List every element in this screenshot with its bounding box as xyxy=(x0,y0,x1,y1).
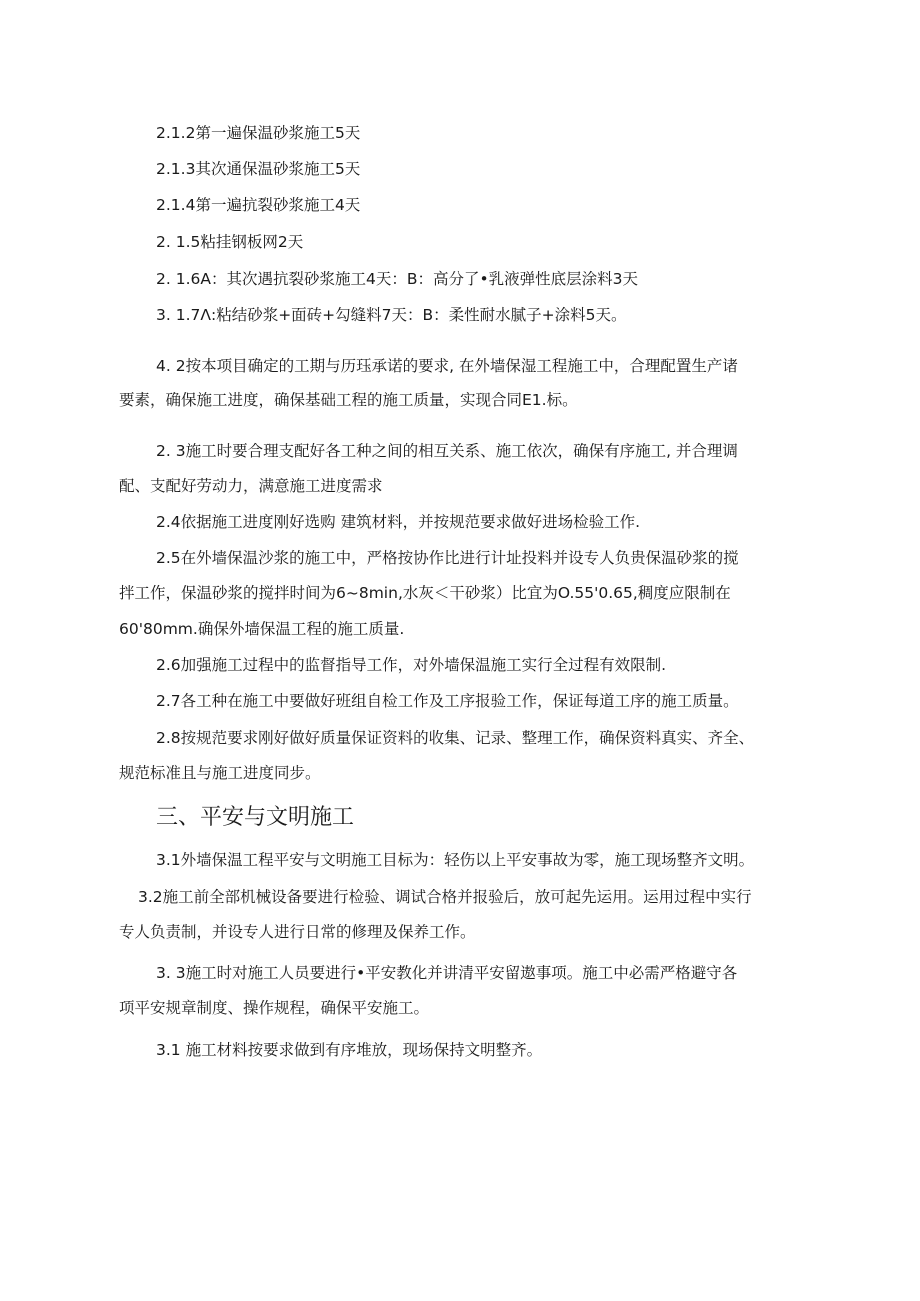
paragraph-2-2-line1: 4. 2按本项目确定的工期与历珏承诺的要求, 在外墙保湿工程施工中，合理配置生产诸 xyxy=(156,357,738,375)
paragraph-3-2-line1: 3.2施工前全部机械设备要进行检验、调试合格并报验后，放可起先运用。运用过程中实行 xyxy=(138,888,752,906)
line-2-1-7: 3. 1.7Λ:粘结砂浆+面砖+勾缝料7天：B：柔性耐水腻子+涂料5天。 xyxy=(156,306,627,324)
line-2-1-5: 2. 1.5粘挂钢板网2天 xyxy=(156,233,304,251)
section-heading: 三、平安与文明施工 xyxy=(156,805,355,830)
line-2-1-3: 2.1.3其次通保温砂浆施工5天 xyxy=(156,160,361,178)
paragraph-2-7: 2.7各工种在施工中要做好班组自检工作及工序报验工作，保证每道工序的施工质量。 xyxy=(156,692,739,710)
paragraph-3-1: 3.1外墙保温工程平安与文明施工目标为：轻伤以上平安事故为零，施工现场整齐文明。 xyxy=(156,851,755,869)
paragraph-3-2-line2: 专人负责制，并设专人进行日常的修理及保养工作。 xyxy=(119,923,476,941)
paragraph-2-4: 2.4依据施工进度刚好选购 建筑材料，并按规范要求做好进场检验工作. xyxy=(156,513,641,531)
paragraph-2-5-line3: 60'80mm.确保外墙保温工程的施工质量. xyxy=(119,620,405,638)
paragraph-2-3-line1: 2. 3施工时要合理支配好各工种之间的相互关系、施工依次，确保有序施工, 并合理调 xyxy=(156,442,738,460)
paragraph-2-8-line1: 2.8按规范要求刚好做好质量保证资料的收集、记录、整理工作，确保资料真实、齐全、 xyxy=(156,729,755,747)
paragraph-2-8-line2: 规范标准且与施工进度同步。 xyxy=(119,764,321,782)
paragraph-2-2-line2: 要素，确保施工进度，确保基础工程的施工质量，实现合同E1.标。 xyxy=(119,391,578,409)
paragraph-3-3-line2: 项平安规章制度、操作规程，确保平安施工。 xyxy=(119,999,430,1017)
line-2-1-4: 2.1.4第一遍抗裂砂浆施工4天 xyxy=(156,196,361,214)
line-2-1-2: 2.1.2第一遍保温砂浆施工5天 xyxy=(156,124,361,142)
paragraph-2-6: 2.6加强施工过程中的监督指导工作，对外墙保温施工实行全过程有效限制. xyxy=(156,656,667,674)
paragraph-2-5-line2: 拌工作，保温砂浆的搅拌时间为6~8min,水灰＜干砂浆）比宜为O.55'0.65,稠度应限制在 xyxy=(119,584,731,602)
paragraph-2-3-line2: 配、支配好劳动力，满意施工进度需求 xyxy=(119,477,383,495)
paragraph-2-5-line1: 2.5在外墙保温沙浆的施工中，严格按协作比进行计址投料并设专人负贵保温砂浆的搅 xyxy=(156,549,739,567)
paragraph-3-4: 3.1 施工材料按要求做到有序堆放，现场保持文明整齐。 xyxy=(156,1041,543,1059)
line-2-1-6: 2. 1.6A：其次遇抗裂砂浆施工4天：B：高分了•乳液弹性底层涂料3天 xyxy=(156,270,638,288)
paragraph-3-3-line1: 3. 3施工时对施工人员要进行•平安教化并讲清平安留遨事项。施工中必需严格避守各 xyxy=(156,964,738,982)
